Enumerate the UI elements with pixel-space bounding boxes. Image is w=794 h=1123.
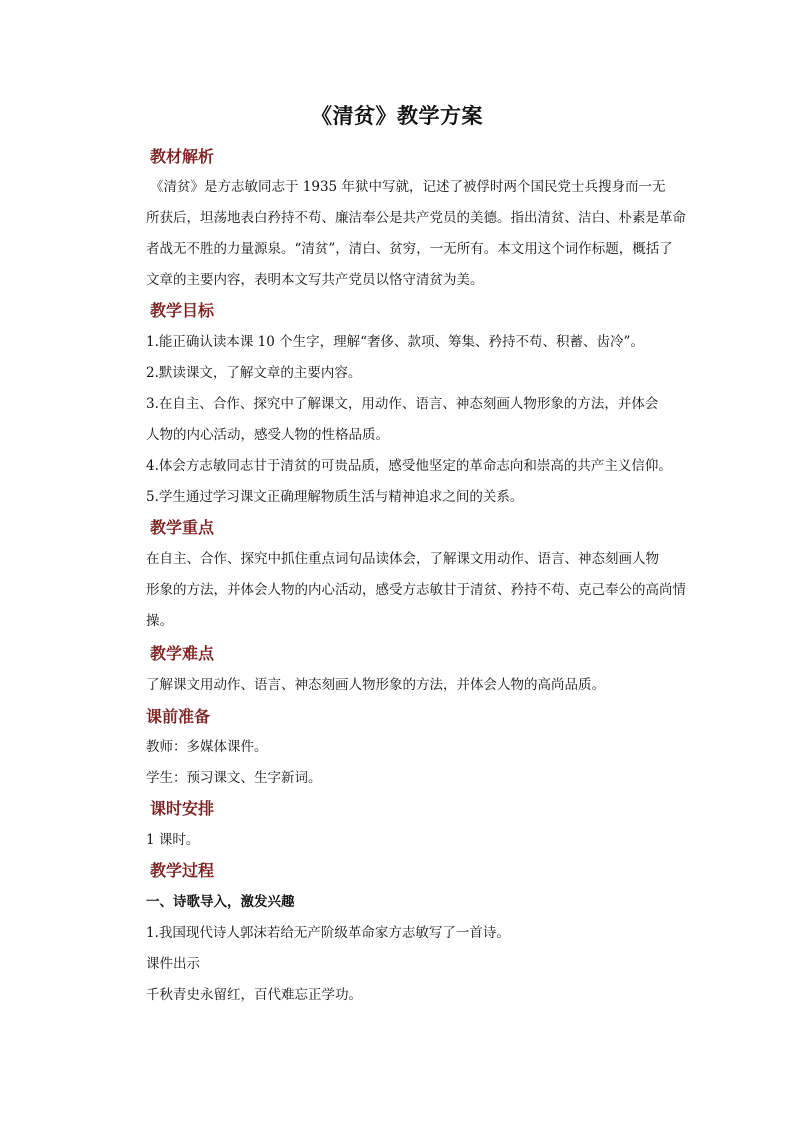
- section-heading-schedule: 课时安排: [150, 799, 215, 818]
- analysis-line-4: 文章的主要内容，表明本文写共产党员以恪守清贫为美。: [146, 272, 484, 288]
- analysis-line-2: 所获后，坦荡地表白矜持不苟、廉洁奉公是共产党员的美德。指出清贫、洁白、朴素是革命: [146, 210, 686, 226]
- schedule-line-1: 1 课时。: [146, 832, 200, 848]
- goals-line-4: 人物的内心活动，感受人物的性格品质。: [146, 427, 389, 443]
- section-heading-process: 教学过程: [150, 861, 215, 880]
- section-heading-analysis: 教材解析: [150, 147, 215, 166]
- process-line-1: 1.我国现代诗人郭沫若给无产阶级革命家方志敏写了一首诗。: [146, 925, 510, 941]
- section-heading-goals: 教学目标: [150, 301, 215, 320]
- process-line-3: 千秋青史永留红，百代难忘正学功。: [146, 987, 362, 1003]
- key-points-line-3: 操。: [146, 613, 173, 629]
- analysis-line-3: 者战无不胜的力量源泉。“清贫”，清白、贫穷，一无所有。本文用这个词作标题，概括了: [146, 241, 673, 257]
- section-heading-preparation: 课前准备: [146, 707, 211, 726]
- preparation-line-2: 学生：预习课文、生字新词。: [146, 770, 322, 786]
- section-heading-key-points: 教学重点: [150, 518, 215, 537]
- section-heading-difficulties: 教学难点: [150, 644, 215, 663]
- process-subheading: 一、诗歌导入，激发兴趣: [146, 894, 295, 910]
- goals-line-5: 4.体会方志敏同志甘于清贫的可贵品质，感受他坚定的革命志向和崇高的共产主义信仰。: [146, 458, 672, 474]
- goals-line-2: 2.默读课文，了解文章的主要内容。: [146, 365, 362, 381]
- process-line-2: 课件出示: [146, 956, 200, 972]
- difficulties-line-1: 了解课文用动作、语言、神态刻画人物形象的方法，并体会人物的高尚品质。: [146, 677, 605, 693]
- document-title: 《清贫》教学方案: [311, 103, 483, 128]
- preparation-line-1: 教师：多媒体课件。: [146, 739, 268, 755]
- analysis-line-1: 《清贫》是方志敏同志于 1935 年狱中写就，记述了被俘时两个国民党士兵搜身而一无: [150, 179, 666, 195]
- key-points-line-2: 形象的方法，并体会人物的内心活动，感受方志敏甘于清贫、矜持不苟、克己奉公的高尚情: [146, 582, 686, 598]
- goals-line-6: 5.学生通过学习课文正确理解物质生活与精神追求之间的关系。: [146, 489, 524, 505]
- key-points-line-1: 在自主、合作、探究中抓住重点词句品读体会，了解课文用动作、语言、神态刻画人物: [146, 551, 659, 567]
- goals-line-1: 1.能正确认读本课 10 个生字，理解“奢侈、款项、筹集、矜持不苟、积蓄、齿冷”。: [146, 334, 644, 350]
- goals-line-3: 3.在自主、合作、探究中了解课文，用动作、语言、神态刻画人物形象的方法，并体会: [146, 396, 659, 412]
